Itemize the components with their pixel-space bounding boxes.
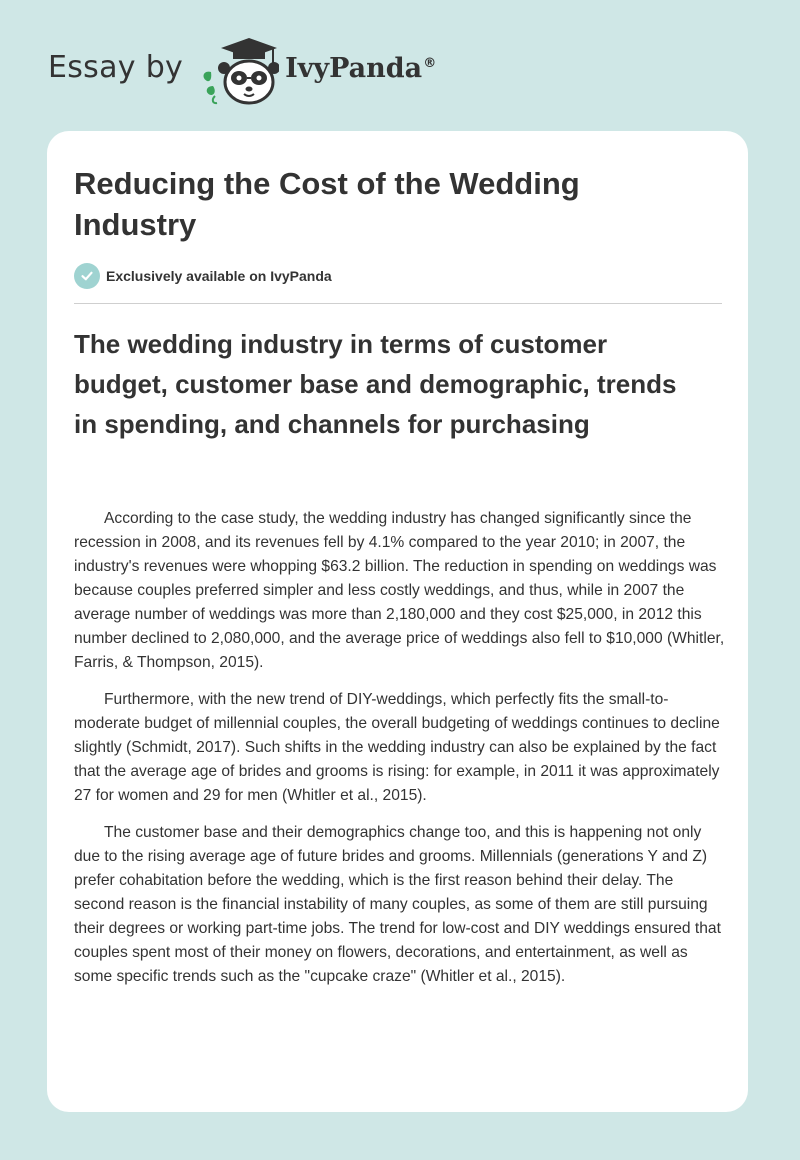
- paragraph: Furthermore, with the new trend of DIY-weddings, which perfectly fits the small-to-moderate budget of millennial couples, the overall budgeting of weddings continues to decline slightly (Schmidt, 2017). Such shifts in the wedding industry can also be explained by the fact that the average age of brides and grooms is rising: for example, in 2011 it was approximately 27 for women and 29 for men (Whitler et al., 2015).: [74, 691, 720, 804]
- brand-header[interactable]: [48, 34, 436, 106]
- registered-mark: ®: [423, 55, 437, 71]
- brand-prefix: Essay by: [48, 49, 184, 85]
- essay-body: [74, 507, 726, 1002]
- brand-name: IvyPanda®: [285, 52, 437, 84]
- divider: [74, 303, 722, 304]
- document-card: [47, 131, 748, 1112]
- page-title: Reducing the Cost of the Wedding Industry: [74, 166, 580, 242]
- section-heading: The wedding industry in terms of customer budget, customer base and demographic, trends in spending, and channels for purchasing: [74, 329, 677, 439]
- checkmark-icon: [74, 263, 100, 289]
- panda-logo-icon: [197, 34, 279, 106]
- paragraph: The customer base and their demographics change too, and this is happening not only due to the rising average age of future brides and grooms. Millennials (generations Y and Z) prefer cohabitation before the wedding, which is the first reason behind their delay. The second reason is the financial instability of many couples, as some of them are still pursuing their degrees or working part-time jobs. The trend for low-cost and DIY weddings ensured that couples spent most of their money on flowers, decorations, and entertainment, as well as some specific trends such as the "cupcake craze" (Whitler et al., 2015).: [74, 824, 721, 985]
- badge-label: Exclusively available on IvyPanda: [106, 268, 332, 284]
- exclusive-badge: [74, 263, 332, 289]
- paragraph: According to the case study, the wedding industry has changed significantly since the recession in 2008, and its revenues fell by 4.1% compared to the year 2010; in 2007, the industry's revenues were whopping $63.2 billion. The reduction in spending on weddings was because couples preferred simpler and less costly weddings, and thus, while in 2007 the average number of weddings was more than 2,180,000 and they cost $25,000, in 2012 this number declined to 2,080,000, and the average price of weddings also fell to $10,000 (Whitler, Farris, & Thompson, 2015).: [74, 510, 725, 671]
